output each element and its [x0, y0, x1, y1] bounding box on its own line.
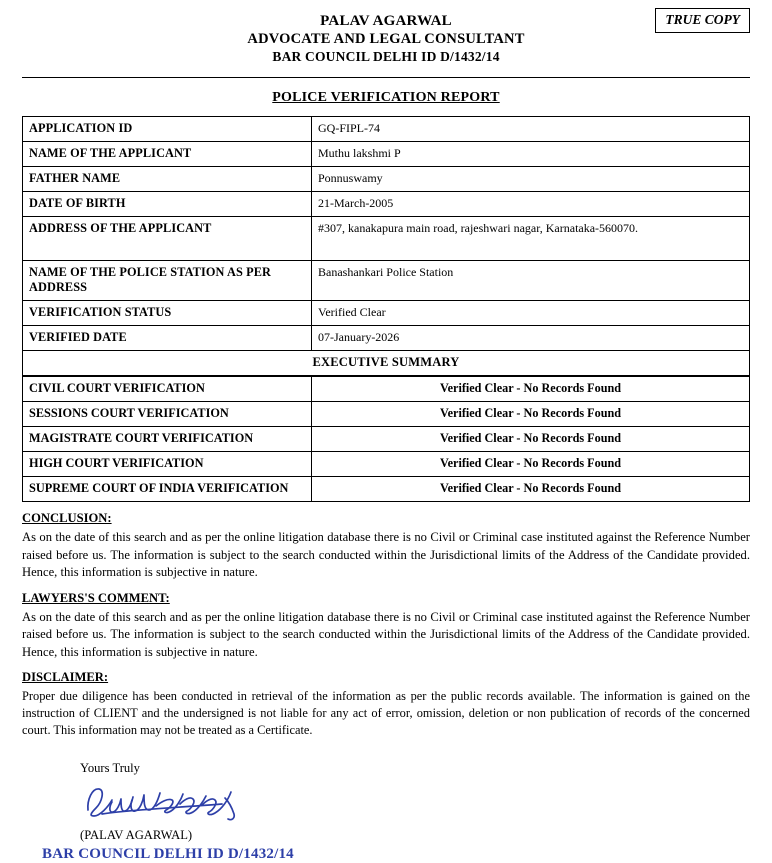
detail-value: #307, kanakapura main road, rajeshwari nagar, Karnataka-560070. [312, 217, 750, 261]
table-row [23, 117, 750, 142]
table-row [23, 261, 750, 301]
verification-result: Verified Clear - No Records Found [312, 427, 750, 452]
disclaimer-section [22, 670, 750, 739]
detail-label: VERIFICATION STATUS [23, 301, 312, 326]
verification-name: SUPREME COURT OF INDIA VERIFICATION [23, 477, 312, 502]
page-title: POLICE VERIFICATION REPORT [272, 90, 500, 105]
detail-label: NAME OF THE APPLICANT [23, 142, 312, 167]
detail-value: Ponnuswamy [312, 167, 750, 192]
signer-name: (PALAV AGARWAL) [80, 828, 193, 842]
detail-value: GQ-FIPL-74 [312, 117, 750, 142]
table-row [23, 477, 750, 502]
handwritten-signature-icon [82, 780, 262, 826]
conclusion-section [22, 511, 750, 582]
header-divider [22, 77, 750, 78]
table-row [23, 377, 750, 402]
advocate-designation: ADVOCATE AND LEGAL CONSULTANT [247, 31, 525, 47]
table-row [23, 217, 750, 261]
true-copy-stamp: TRUE COPY [655, 8, 750, 33]
letterhead [22, 8, 750, 66]
table-row [23, 452, 750, 477]
detail-label: NAME OF THE POLICE STATION AS PER ADDRESS [23, 261, 312, 301]
table-row [23, 402, 750, 427]
detail-label: FATHER NAME [23, 167, 312, 192]
table-row [23, 167, 750, 192]
verification-name: HIGH COURT VERIFICATION [23, 452, 312, 477]
verification-result: Verified Clear - No Records Found [312, 452, 750, 477]
verification-result: Verified Clear - No Records Found [312, 377, 750, 402]
advocate-name: PALAV AGARWAL [320, 13, 452, 29]
table-row [23, 192, 750, 217]
footer-bar-council-id: BAR COUNCIL DELHI ID D/1432/14 [42, 846, 294, 862]
detail-value: 07-January-2026 [312, 326, 750, 351]
detail-value: 21-March-2005 [312, 192, 750, 217]
detail-label: ADDRESS OF THE APPLICANT [23, 217, 312, 261]
table-row [23, 326, 750, 351]
lawyers-comment-text: As on the date of this search and as per the online litigation database there is no Civil or Criminal case instituted against the Reference Number raised before us. The information is subject to the search conducted within the Jurisdictional limits of the Address of the Candidate provided. Hence, this information is subjective in nature. [22, 609, 750, 659]
detail-value: Verified Clear [312, 301, 750, 326]
conclusion-title: CONCLUSION: [22, 511, 112, 525]
executive-summary-heading: EXECUTIVE SUMMARY [22, 351, 750, 376]
detail-label: APPLICATION ID [23, 117, 312, 142]
executive-summary-table [22, 376, 750, 502]
verification-name: CIVIL COURT VERIFICATION [23, 377, 312, 402]
signature-block [22, 761, 750, 843]
verification-name: SESSIONS COURT VERIFICATION [23, 402, 312, 427]
table-row [23, 427, 750, 452]
disclaimer-title: DISCLAIMER: [22, 670, 109, 684]
detail-label: DATE OF BIRTH [23, 192, 312, 217]
verification-name: MAGISTRATE COURT VERIFICATION [23, 427, 312, 452]
lawyers-comment-section [22, 591, 750, 662]
detail-value: Muthu lakshmi P [312, 142, 750, 167]
table-row [23, 301, 750, 326]
conclusion-text: As on the date of this search and as per the online litigation database there is no Civil or Criminal case instituted against the Reference Number raised before us. The information is subject to the search conducted within the Jurisdictional limits of the Address of the Candidate provided. Hence, this information is subjective in nature. [22, 530, 750, 579]
verification-result: Verified Clear - No Records Found [312, 402, 750, 427]
salutation: Yours Truly [80, 761, 140, 775]
advocate-bar-council-id: BAR COUNCIL DELHI ID D/1432/14 [272, 49, 500, 64]
detail-label: VERIFIED DATE [23, 326, 312, 351]
applicant-details-table [22, 116, 750, 351]
lawyers-comment-title: LAWYERS'S COMMENT: [22, 590, 170, 605]
detail-value: Banashankari Police Station [312, 261, 750, 301]
disclaimer-text: Proper due diligence has been conducted in retrieval of the information as per the public records available. The information is gained on the instruction of CLIENT and the undersigned is not liable for any act of error, omission, deletion or non publication of records of the concerned court. This information may not be treated as a Certificate. [22, 689, 750, 737]
verification-result: Verified Clear - No Records Found [312, 477, 750, 502]
table-row [23, 142, 750, 167]
